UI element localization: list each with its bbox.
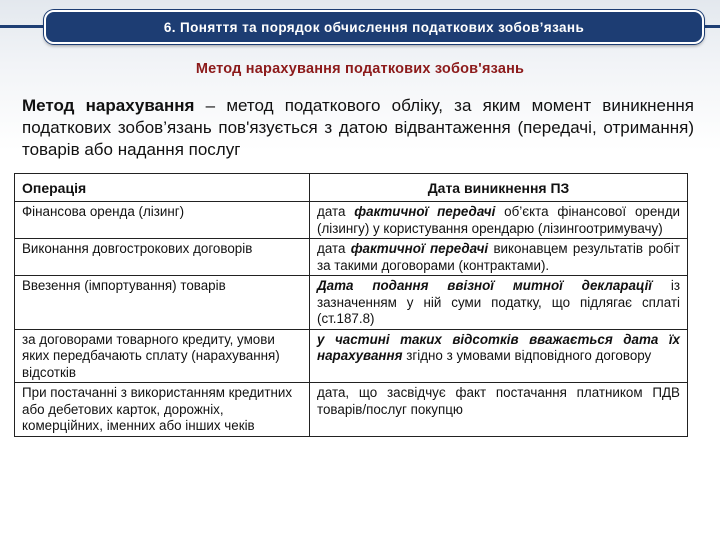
date-emphasis: фактичної передачі	[354, 204, 496, 219]
row-operation: Фінансова оренда (лізинг)	[15, 202, 310, 239]
row-date	[310, 276, 688, 330]
row-date	[310, 329, 688, 383]
date-text: із зазначенням у ній суми податку, що підлягає сплаті (ст.187.8)	[317, 278, 680, 326]
date-text: об’єкта фінансової оренди (лізингу) у користування орендарю (лізингоотримувачу)	[317, 204, 680, 236]
tax-liability-table	[14, 173, 688, 437]
table-row	[15, 383, 688, 437]
table-row	[15, 329, 688, 383]
header-operation: Операція	[15, 174, 310, 202]
slide-title-banner	[44, 10, 704, 44]
date-text: дата, що засвідчує факт постачання платником ПДВ товарів/послуг покупцю	[317, 385, 680, 417]
definition-term: Метод нарахування	[22, 96, 195, 115]
date-emphasis: Дата подання ввізної митної декларації	[317, 278, 653, 293]
definition-paragraph	[22, 95, 694, 161]
date-emphasis: фактичної передачі	[350, 241, 489, 256]
row-operation: Виконання довгострокових договорів	[15, 239, 310, 276]
date-text: виконавцем результатів робіт за такими договорами (контрактами).	[317, 241, 680, 273]
date-emphasis: у частині таких відсотків вважається дата їх нарахування	[317, 331, 680, 363]
header-date: Дата виникнення ПЗ	[310, 174, 688, 202]
date-text: дата	[317, 204, 355, 219]
table-row	[15, 202, 688, 239]
section-subtitle: Метод нарахування податкових зобов'язань	[195, 61, 525, 77]
table-header-row	[15, 174, 688, 202]
slide-title: 6. Поняття та порядок обчислення податкових зобов’язань	[163, 19, 585, 35]
row-date	[310, 239, 688, 276]
row-operation: за договорами товарного кредиту, умови яких передбачають сплату (нарахування) відсотків	[15, 329, 310, 383]
definition-text: – метод податкового обліку, за яким момент виникнення податкових зобов’язань пов'язується з датою відвантаження (передачі, отримання) товарів або надання послуг	[22, 96, 694, 159]
row-operation: При постачанні з використанням кредитних або дебетових карток, дорожніх, комерційних, іменних або інших чеків	[15, 383, 310, 437]
row-date	[310, 383, 688, 437]
row-operation: Ввезення (імпортування) товарів	[15, 276, 310, 330]
row-date	[310, 202, 688, 239]
date-text: дата	[317, 241, 351, 256]
table-row	[15, 276, 688, 330]
table-row	[15, 239, 688, 276]
date-text: згідно з умовами відповідного договору	[402, 348, 652, 363]
